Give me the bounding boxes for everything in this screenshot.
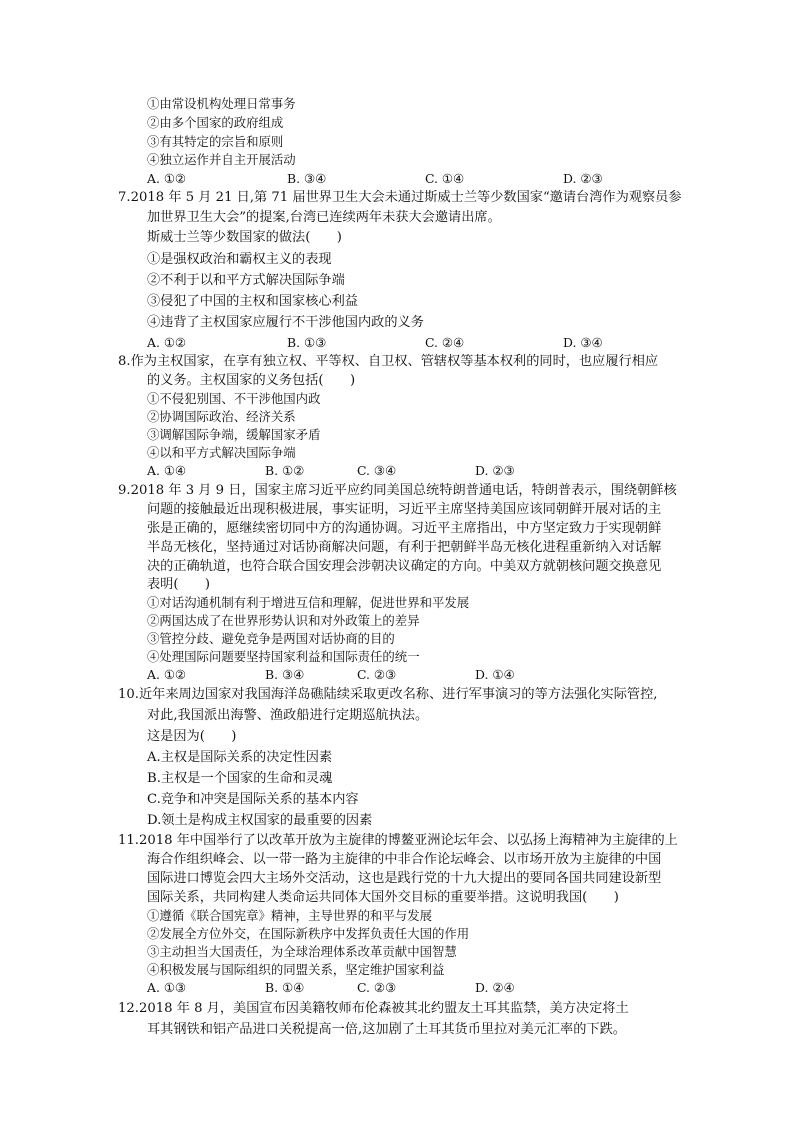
- q7-stem-line-2: 加世界卫生大会”的提案,台湾已连续两年未获大会邀请出席。: [147, 210, 501, 225]
- q6-option-b: B. ③④: [287, 171, 327, 186]
- q11-item-2: ②发展全方位外交，在国际新秩序中发挥负责任大国的作用: [147, 926, 470, 941]
- q11-option-d: D. ②④: [475, 980, 515, 995]
- q11-option-a: A. ①③: [147, 980, 187, 995]
- q7-item-2: ②不利于以和平方式解决国际争端: [147, 273, 345, 288]
- q11-stem-line-2: 海合作组织峰会、以一带一路为主旋律的中非合作论坛峰会、以市场开放为主旋律的中国: [147, 852, 662, 867]
- q9-stem-line-3: 张是正确的，愿继续密切同中方的沟通协调。习近平主席指出，中方坚定致力于实现朝鲜: [147, 521, 662, 536]
- q9-item-3: ③管控分歧、避免竞争是两国对话协商的目的: [147, 631, 395, 646]
- q9-stem-line-1: 9.2018 年 3 月 9 日，国家主席习近平应约同美国总统特朗普通电话，特朗普表示，围绕朝鲜核: [118, 483, 677, 498]
- q11-item-3: ③主动担当大国责任，为全球治理体系改革贡献中国智慧: [147, 944, 457, 959]
- q8-option-c: C. ③④: [357, 463, 397, 478]
- q7-item-3: ③侵犯了中国的主权和国家核心利益: [147, 294, 358, 309]
- q9-stem-line-5: 决的正确轨道，也符合联合国安理会涉朝决议确定的方向。中美双方就朝核问题交换意见: [147, 559, 662, 574]
- q8-item-4: ④以和平方式解决国际争端: [147, 445, 296, 460]
- q7-stem-line-3: 斯威士兰等少数国家的做法( ): [147, 230, 342, 245]
- q11-option-b: B. ①④: [265, 980, 305, 995]
- q9-stem-line-2: 问题的接触最近出现积极进展，事实证明，习近平主席坚持美国应该同朝鲜开展对话的主: [147, 502, 662, 517]
- q10-option-c: C.竞争和冲突是国际关系的基本内容: [147, 792, 359, 807]
- q9-stem-line-4: 半岛无核化，坚持通过对话协商解决问题，有利于把朝鲜半岛无核化进程重新纳入对话解: [147, 540, 662, 555]
- q9-item-2: ②两国达成了在世界形势认识和对外政策上的差异: [147, 613, 420, 628]
- q10-stem-line-2: 对此,我国派出海警、渔政船进行定期巡航执法。: [147, 708, 429, 723]
- q8-item-2: ②协调国际政治、经济关系: [147, 409, 296, 424]
- q11-option-c: C. ②③: [357, 980, 397, 995]
- q8-stem-line-2: 的义务。主权国家的义务包括( ): [147, 373, 356, 388]
- q8-stem-line-1: 8.作为主权国家，在享有独立权、平等权、自卫权、管辖权等基本权利的同时，也应履行相应: [118, 354, 659, 369]
- q6-option-c: C. ①④: [425, 171, 465, 186]
- q9-item-4: ④处理国际问题要坚持国家利益和国际责任的统一: [147, 649, 420, 664]
- q9-option-d: D. ①④: [475, 667, 515, 682]
- q6-option-d: D. ②③: [563, 171, 603, 186]
- q12-stem-line-1: 12.2018 年 8 月，美国宣布因美籍牧师布伦森被其北约盟友土耳其监禁，美方决定将土: [118, 1001, 629, 1016]
- q11-item-1: ①遵循《联合国宪章》精神，主导世界的和平与发展: [147, 908, 432, 923]
- q7-item-4: ④违背了主权国家应履行不干涉他国内政的义务: [147, 315, 424, 330]
- q9-item-1: ①对话沟通机制有利于增进互信和理解，促进世界和平发展: [147, 595, 470, 610]
- q10-stem-line-1: 10.近年来周边国家对我国海洋岛礁陆续采取更改名称、进行军事演习的等方法强化实际管控,: [118, 687, 658, 702]
- q6-item-1: ①由常设机构处理日常事务: [147, 96, 296, 111]
- q9-stem-line-6: 表明( ): [147, 577, 211, 592]
- q7-option-d: D. ③④: [563, 335, 603, 350]
- q8-option-a: A. ①④: [147, 463, 187, 478]
- q10-option-a: A.主权是国际关系的决定性因素: [147, 750, 333, 765]
- q7-option-c: C. ②④: [425, 335, 465, 350]
- q11-stem-line-4: 国际关系，共同构建人类命运共同体大国外交目标的重要举措。这说明我国( ): [147, 890, 619, 905]
- q10-stem-line-3: 这是因为( ): [147, 729, 237, 744]
- q8-option-b: B. ①②: [265, 463, 305, 478]
- q11-stem-line-3: 国际进口博览会四大主场外交活动，这也是践行党的十九大提出的要同各国共同建设新型: [147, 871, 662, 886]
- q9-option-a: A. ①②: [147, 667, 187, 682]
- q12-stem-line-2: 耳其钢铁和铝产品进口关税提高一倍,这加剧了土耳其货币里拉对美元汇率的下跌。: [147, 1022, 626, 1037]
- q11-item-4: ④积极发展与国际组织的同盟关系，坚定维护国家利益: [147, 962, 445, 977]
- q9-option-b: B. ③④: [265, 667, 305, 682]
- q7-option-a: A. ①②: [147, 335, 187, 350]
- q8-option-d: D. ②③: [475, 463, 515, 478]
- q6-item-4: ④独立运作并自主开展活动: [147, 152, 296, 167]
- q6-option-a: A. ①②: [147, 171, 187, 186]
- q8-item-3: ③调解国际争端，缓解国家矛盾: [147, 427, 321, 442]
- q7-stem-line-1: 7.2018 年 5 月 21 日,第 71 届世界卫生大会未通过斯威士兰等少数国家“邀请台湾作为观察员参: [118, 190, 682, 205]
- q8-item-1: ①不侵犯别国、不干涉他国内政: [147, 391, 321, 406]
- q10-option-b: B.主权是一个国家的生命和灵魂: [147, 771, 333, 786]
- q11-stem-line-1: 11.2018 年中国举行了以改革开放为主旋律的博鳌亚洲论坛年会、以弘扬上海精神为主旋律的上: [118, 833, 678, 848]
- q6-item-3: ③有其特定的宗旨和原则: [147, 134, 284, 149]
- q7-option-b: B. ①③: [287, 335, 327, 350]
- q6-item-2: ②由多个国家的政府组成: [147, 115, 284, 130]
- q9-option-c: C. ②③: [357, 667, 397, 682]
- q10-option-d: D.领土是构成主权国家的最重要的因素: [147, 813, 373, 828]
- q7-item-1: ①是强权政治和霸权主义的表现: [147, 252, 332, 267]
